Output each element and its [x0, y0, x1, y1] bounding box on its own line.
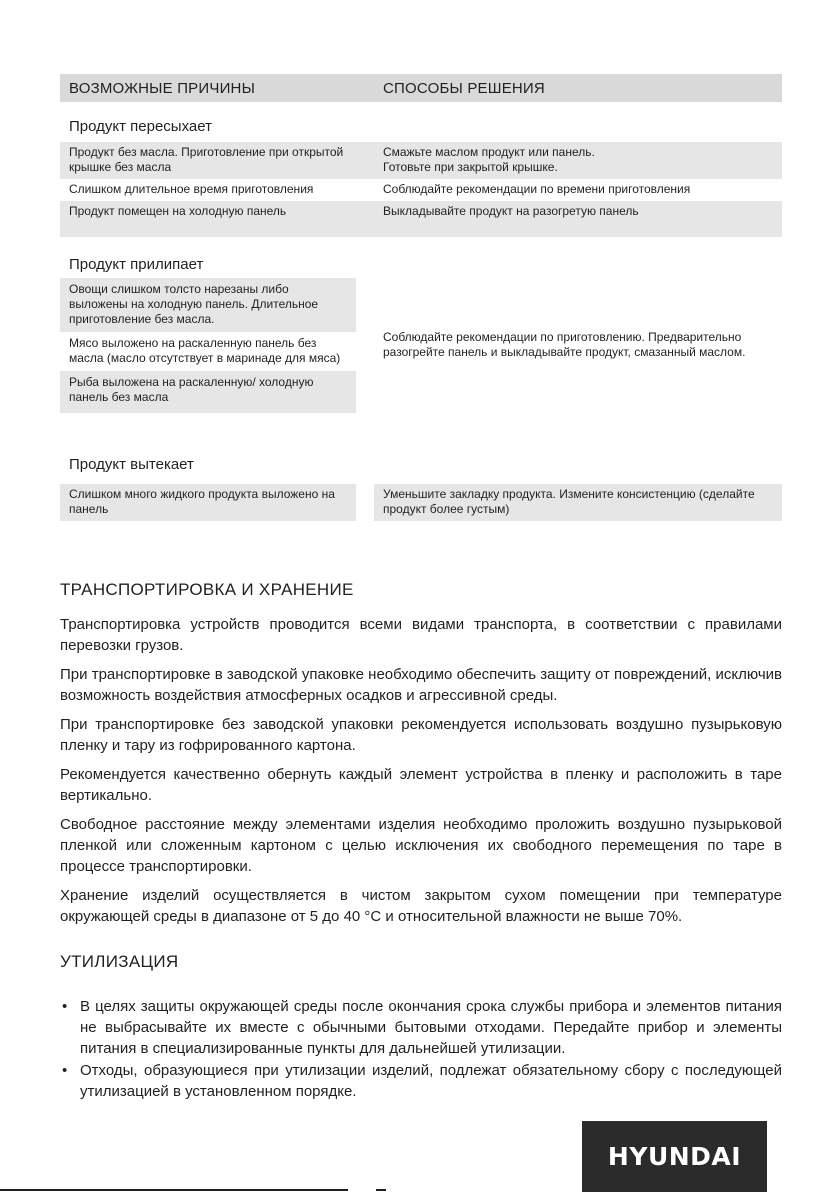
paragraph: При транспортировке в заводской упаковке необходимо обеспечить защиту от повреждений, исключив возможность воздействия атмосферных осадков и агрессивной среды.	[60, 666, 782, 704]
transport-text	[60, 614, 782, 935]
section-title-transport: ТРАНСПОРТИРОВКА И ХРАНЕНИЕ	[60, 580, 354, 599]
header-causes: ВОЗМОЖНЫЕ ПРИЧИНЫ	[69, 80, 256, 97]
list-item: • В целях защиты окружающей среды после окончания срока службы прибора и элементов питания не выбрасывайте их вместе с обычными бытовыми отходами. Передайте прибор и элементы питания в специализированные пункты для дальнейшей утилизации.	[62, 998, 782, 1057]
solution-cell: Выкладывайте продукт на разогретую панель	[383, 204, 639, 218]
group-title: Продукт вытекает	[69, 456, 194, 473]
footer-rule	[0, 1189, 348, 1191]
cause-cell: Рыба выложена на раскаленную/ холодную панель без масла	[60, 371, 356, 413]
group-title: Продукт пересыхает	[69, 118, 212, 135]
cause-cell: Слишком длительное время приготовления	[69, 182, 314, 196]
cause-cell: Продукт помещен на холодную панель	[69, 204, 287, 218]
table-row	[60, 179, 782, 201]
paragraph: Хранение изделий осуществляется в чистом закрытом сухом помещении при температуре окружающей среды в диапазоне от 5 до 40 °С и относительной влажности не выше 70%.	[60, 887, 782, 925]
solution-cell: Соблюдайте рекомендации по приготовлению. Предварительно разогрейте панель и выкладывайте продукт, смазанный маслом.	[383, 330, 746, 359]
cause-cell: Мясо выложено на раскаленную панель без масла (масло отсутствует в маринаде для мяса)	[69, 336, 341, 365]
table-header	[60, 74, 782, 102]
section-title-disposal: УТИЛИЗАЦИЯ	[60, 952, 179, 971]
hyundai-logo: HYUNDAI	[582, 1121, 767, 1192]
table-row	[60, 142, 782, 179]
cause-column	[60, 278, 356, 413]
bullet-icon: •	[62, 1062, 68, 1079]
cause-cell: Продукт без масла. Приготовление при открытой крышке без масла	[69, 145, 344, 174]
paragraph: При транспортировке без заводской упаковки рекомендуется использовать воздушно пузырьковую пленку и тару из гофрированного картона.	[60, 716, 782, 754]
table-group	[60, 258, 782, 420]
paragraph: Рекомендуется качественно обернуть каждый элемент устройства в пленку и расположить в таре вертикально.	[60, 766, 782, 804]
solution-cell: Уменьшите закладку продукта. Измените консистенцию (сделайте продукт более густым)	[383, 487, 755, 516]
paragraph: Свободное расстояние между элементами изделия необходимо проложить воздушно пузырьковой пленкой или сложенным картоном с целью исключения их свободного перемещения по таре в процессе транспортировки.	[60, 816, 782, 875]
bullet-icon: •	[62, 998, 68, 1015]
group-title: Продукт прилипает	[69, 256, 204, 273]
list-item: • Отходы, образующиеся при утилизации изделий, подлежат обязательному сбору с последующей утилизацией в установленном порядке.	[62, 1062, 782, 1100]
solution-cell: Соблюдайте рекомендации по времени приготовления	[383, 182, 691, 196]
page-number-mark	[376, 1189, 386, 1191]
cause-cell: Овощи слишком толсто нарезаны либо выложены на холодную панель. Длительное приготовление без масла.	[60, 278, 356, 332]
disposal-list	[60, 996, 782, 1103]
paragraph: Транспортировка устройств проводится всеми видами транспорта, в соответствии с правилами перевозки грузов.	[60, 616, 782, 654]
troubleshooting-table	[60, 74, 782, 521]
solution-cell: Смажьте маслом продукт или панель. Готовьте при закрытой крышке.	[383, 145, 595, 174]
table-row	[60, 201, 782, 237]
header-solutions: СПОСОБЫ РЕШЕНИЯ	[383, 80, 545, 97]
table-row	[60, 484, 782, 521]
cause-cell: Слишком много жидкого продукта выложено на панель	[69, 487, 335, 516]
